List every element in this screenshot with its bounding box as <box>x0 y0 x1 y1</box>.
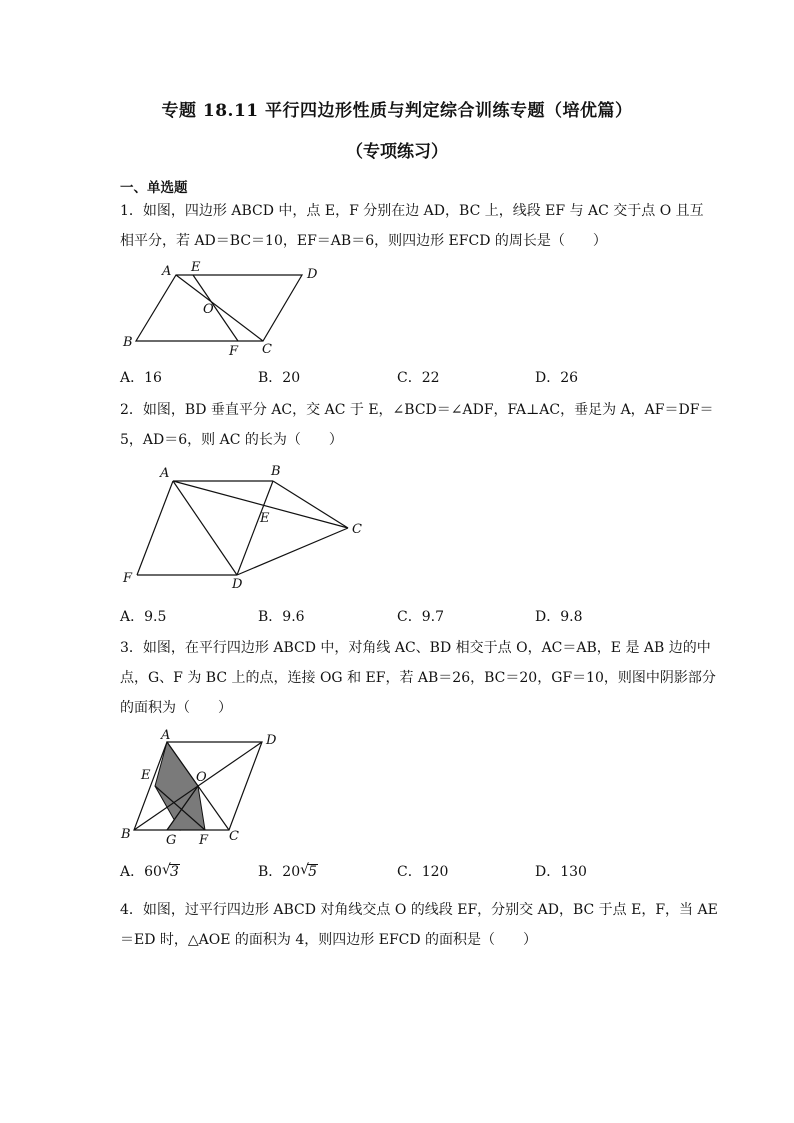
q3-choice-a[interactable] <box>120 861 180 881</box>
question-1-line-1: 1．如图，四边形 ABCD 中，点 E，F 分别在边 AD，BC 上，线段 EF 与 AC 交于点 O 且互 <box>120 203 704 219</box>
q3-choice-d[interactable]: D．130 <box>535 864 587 880</box>
q1-label-o: O <box>203 302 214 317</box>
q2-label-d: D <box>232 577 243 592</box>
q2-choice-d[interactable]: D．9.8 <box>535 609 583 625</box>
sqrt-icon: √ 3 <box>161 862 179 880</box>
question-3-line-3: 的面积为（ ） <box>120 700 232 716</box>
q3-choice-c[interactable]: C．120 <box>397 864 449 880</box>
question-3-line-1: 3．如图，在平行四边形 ABCD 中，对角线 AC、BD 相交于点 O，AC＝AB，E 是 AB 边的中 <box>120 640 711 656</box>
q1-label-a: A <box>162 264 172 279</box>
question-1-line-2: 相平分，若 AD＝BC＝10，EF＝AB＝6，则四边形 EFCD 的周长是（ ） <box>120 233 607 249</box>
q3-choice-a-radicand: 3 <box>169 864 179 880</box>
q2-label-a: A <box>160 466 170 481</box>
q3-label-a: A <box>161 728 171 743</box>
q3-choice-b[interactable] <box>258 861 318 881</box>
q3-label-d: D <box>266 733 277 748</box>
q3-label-f: F <box>199 833 209 848</box>
q2-label-e: E <box>260 511 270 526</box>
question-3-line-2: 点，G、F 为 BC 上的点，连接 OG 和 EF，若 AB＝26，BC＝20，GF＝10，则图中阴影部分 <box>120 670 716 686</box>
q1-label-f: F <box>229 344 239 359</box>
q2-choice-b[interactable]: B．9.6 <box>258 609 305 625</box>
question-4-line-1: 4．如图，过平行四边形 ABCD 对角线交点 O 的线段 EF，分别交 AD，BC 于点 E，F，当 AE <box>120 902 718 918</box>
q1-choice-a[interactable]: A．16 <box>120 370 162 386</box>
q1-label-c: C <box>262 342 272 357</box>
page-title: 专题 18.11 平行四边形性质与判定综合训练专题（培优篇） <box>161 101 633 121</box>
q2-label-b: B <box>271 464 281 479</box>
page-subtitle: （专项练习） <box>346 142 448 162</box>
q3-label-g: G <box>166 833 177 848</box>
question-2-line-2: 5，AD＝6，则 AC 的长为（ ） <box>120 432 343 448</box>
question-2-line-1: 2．如图，BD 垂直平分 AC，交 AC 于 E，∠BCD＝∠ADF，FA⊥AC，垂足为 A，AF＝DF＝ <box>120 402 714 418</box>
q2-label-f: F <box>123 571 133 586</box>
q3-label-o: O <box>196 770 207 785</box>
q3-label-e: E <box>141 768 151 783</box>
q1-choice-b[interactable]: B．20 <box>258 370 301 386</box>
q3-choice-b-radicand: 5 <box>308 864 318 880</box>
question-4-text <box>120 895 718 955</box>
q3-label-b: B <box>121 827 131 842</box>
q3-label-c: C <box>229 829 239 844</box>
sqrt-icon: √ 5 <box>300 862 318 880</box>
section-heading: 一、单选题 <box>120 180 188 196</box>
question-4-line-2: ＝ED 时，△AOE 的面积为 4，则四边形 EFCD 的面积是（ ） <box>120 932 538 948</box>
q1-label-d: D <box>307 267 318 282</box>
q1-label-b: B <box>123 335 133 350</box>
q3-choice-a-text: A．60 <box>120 864 162 880</box>
q1-label-e: E <box>191 260 201 275</box>
q2-choice-a[interactable]: A．9.5 <box>120 609 167 625</box>
q1-choice-d[interactable]: D．26 <box>535 370 579 386</box>
q1-choice-c[interactable]: C．22 <box>397 370 440 386</box>
q2-choice-c[interactable]: C．9.7 <box>397 609 444 625</box>
q3-choice-b-text: B．20 <box>258 864 301 880</box>
q2-label-c: C <box>352 522 362 537</box>
